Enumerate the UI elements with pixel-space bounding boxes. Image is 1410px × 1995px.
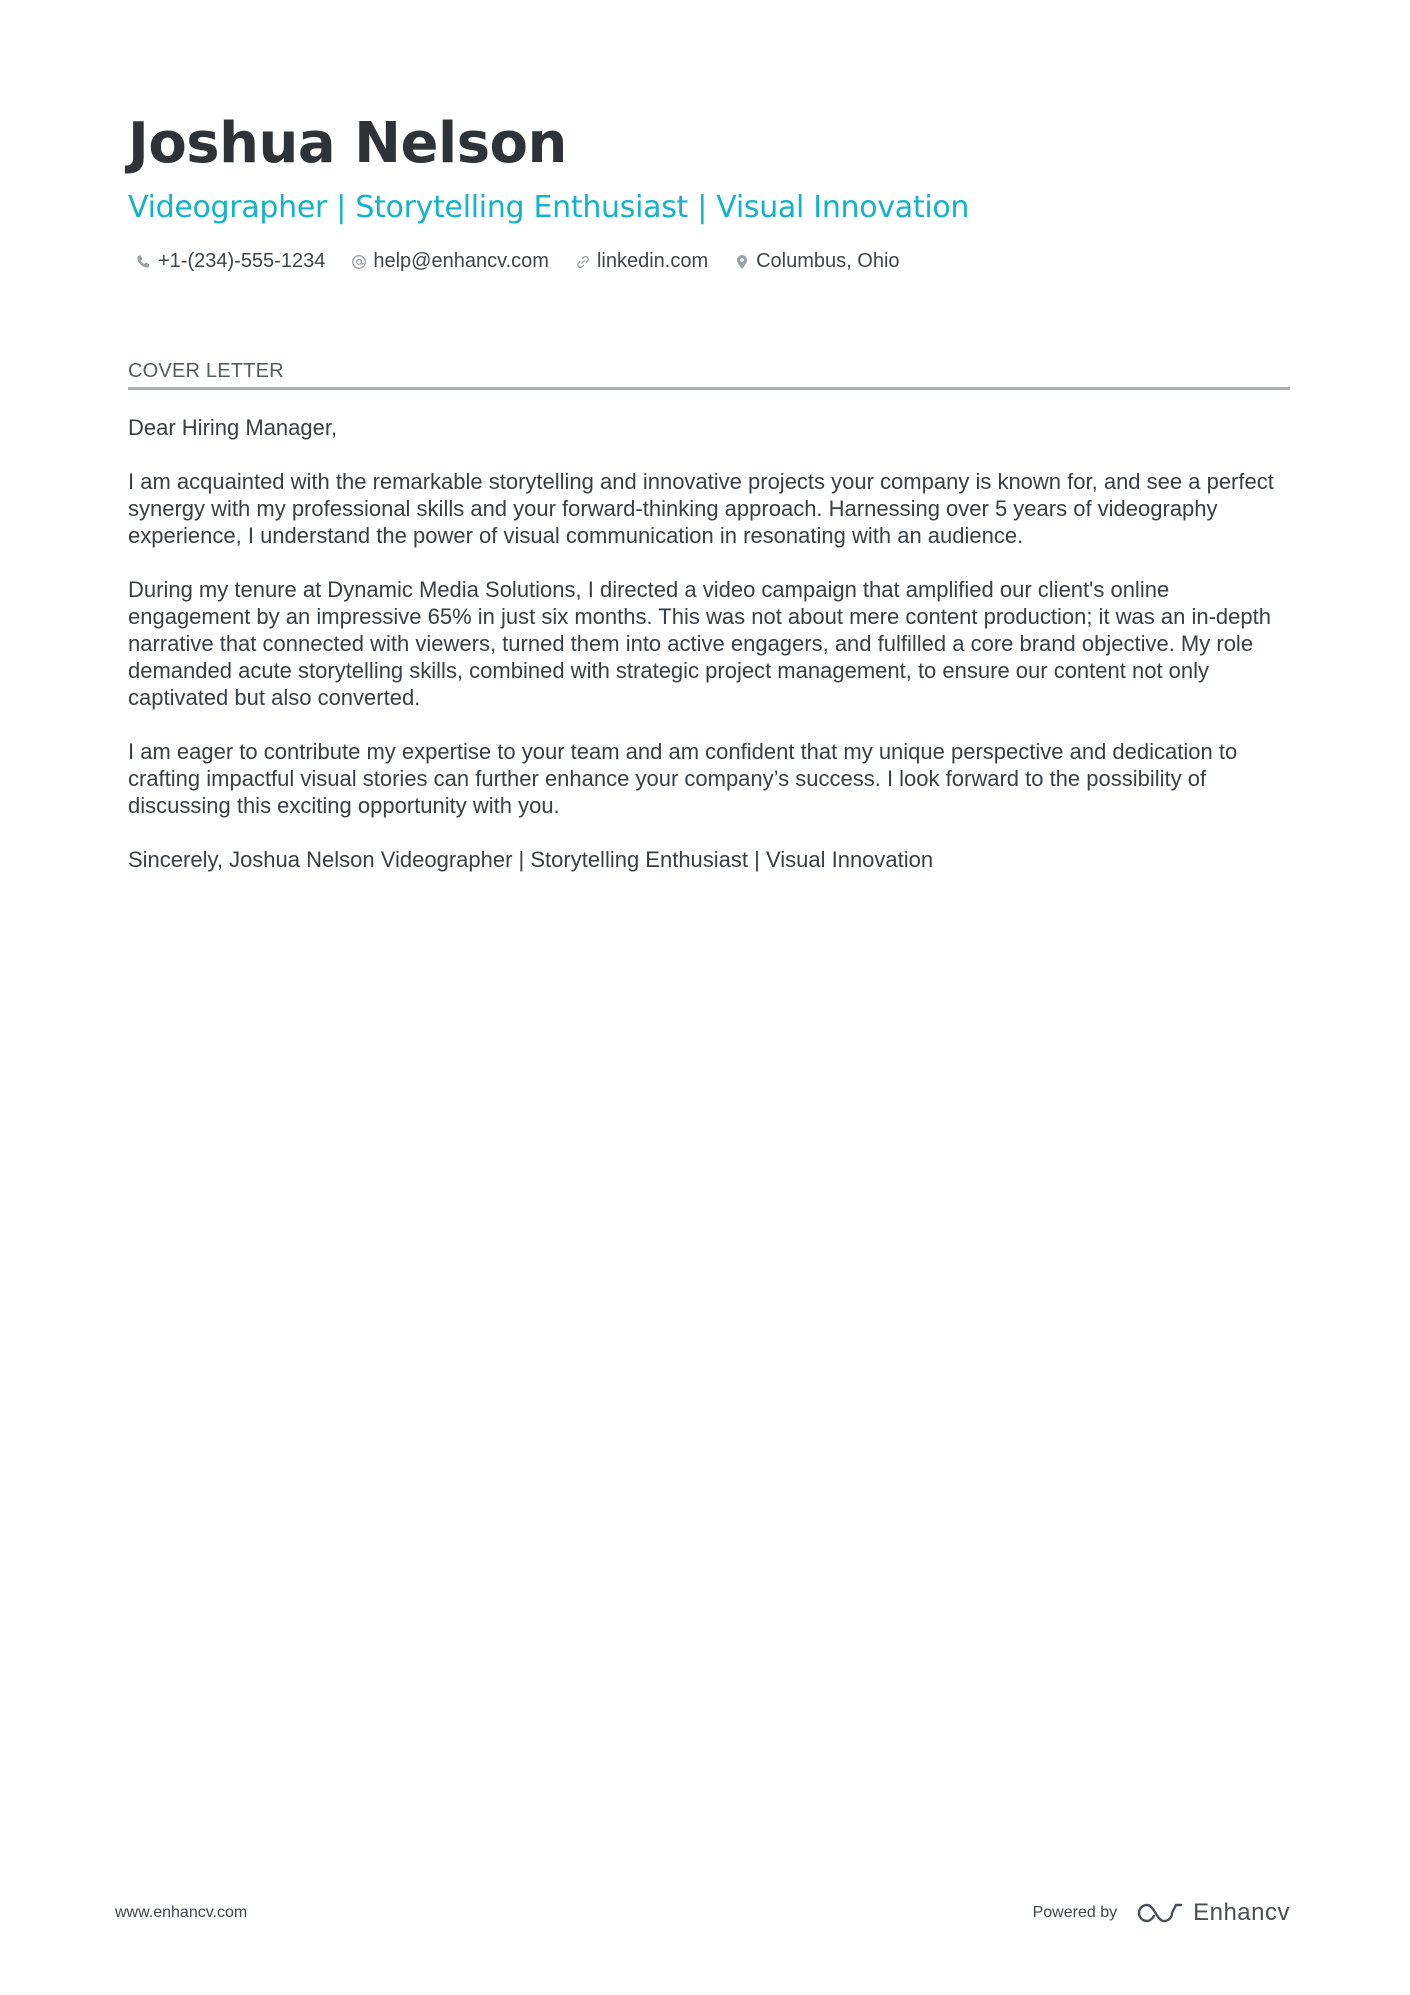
page-footer bbox=[115, 1893, 1290, 1933]
paragraph-experience: During my tenure at Dynamic Media Solutions, I directed a video campaign that amplified our client's online engagement by an impressive 65% in just six months. This was not about mere content production; it was an in-depth narrative that connected with viewers, turned them into active engagers, and fulfilled a core brand objective. My role demanded acute storytelling skills, combined with strategic project management, to ensure our content not only captivated but also converted. bbox=[128, 577, 1271, 710]
powered-by bbox=[1033, 1899, 1290, 1927]
contact-email[interactable] bbox=[351, 250, 549, 273]
cover-letter-section bbox=[128, 360, 1290, 900]
link-icon bbox=[575, 254, 591, 270]
phone-icon bbox=[136, 254, 152, 270]
contact-bar bbox=[128, 250, 1288, 273]
location-text: Columbus, Ohio bbox=[756, 250, 900, 272]
section-title: COVER LETTER bbox=[128, 360, 1290, 390]
at-icon bbox=[351, 254, 367, 270]
candidate-name: Joshua Nelson bbox=[128, 111, 567, 176]
location-pin-icon bbox=[734, 254, 750, 270]
salutation: Dear Hiring Manager, bbox=[128, 415, 338, 440]
email-address: help@enhancv.com bbox=[373, 250, 549, 272]
linkedin-link: linkedin.com bbox=[596, 250, 709, 272]
letter-body bbox=[128, 414, 1290, 873]
resume-header bbox=[128, 108, 1288, 273]
contact-linkedin[interactable] bbox=[575, 250, 708, 273]
brand-logo[interactable] bbox=[1137, 1899, 1290, 1927]
footer-website-link[interactable]: www.enhancv.com bbox=[115, 1904, 248, 1921]
contact-location bbox=[734, 250, 899, 273]
enhancv-logo-icon bbox=[1137, 1901, 1183, 1925]
paragraph-closing: I am eager to contribute my expertise to your team and am confident that my unique perspective and dedication to crafting impactful visual stories can further enhance your company’s success. I look forward to the possibility of discussing this exciting opportunity with you. bbox=[128, 739, 1238, 818]
paragraph-intro: I am acquainted with the remarkable storytelling and innovative projects your company is known for, and see a perfect synergy with my professional skills and your forward-thinking approach. Harnessing over 5 years of videography experience, I understand the power of visual communication in resonating with an audience. bbox=[128, 469, 1274, 548]
contact-phone[interactable] bbox=[136, 250, 325, 273]
sign-off: Sincerely, Joshua Nelson Videographer | Storytelling Enthusiast | Visual Innovation bbox=[128, 847, 934, 872]
candidate-headline: Videographer | Storytelling Enthusiast | Visual Innovation bbox=[128, 190, 970, 225]
phone-number: +1-(234)-555-1234 bbox=[158, 250, 326, 272]
powered-by-label: Powered by bbox=[1032, 1904, 1118, 1921]
brand-name: Enhancv bbox=[1193, 1899, 1290, 1926]
